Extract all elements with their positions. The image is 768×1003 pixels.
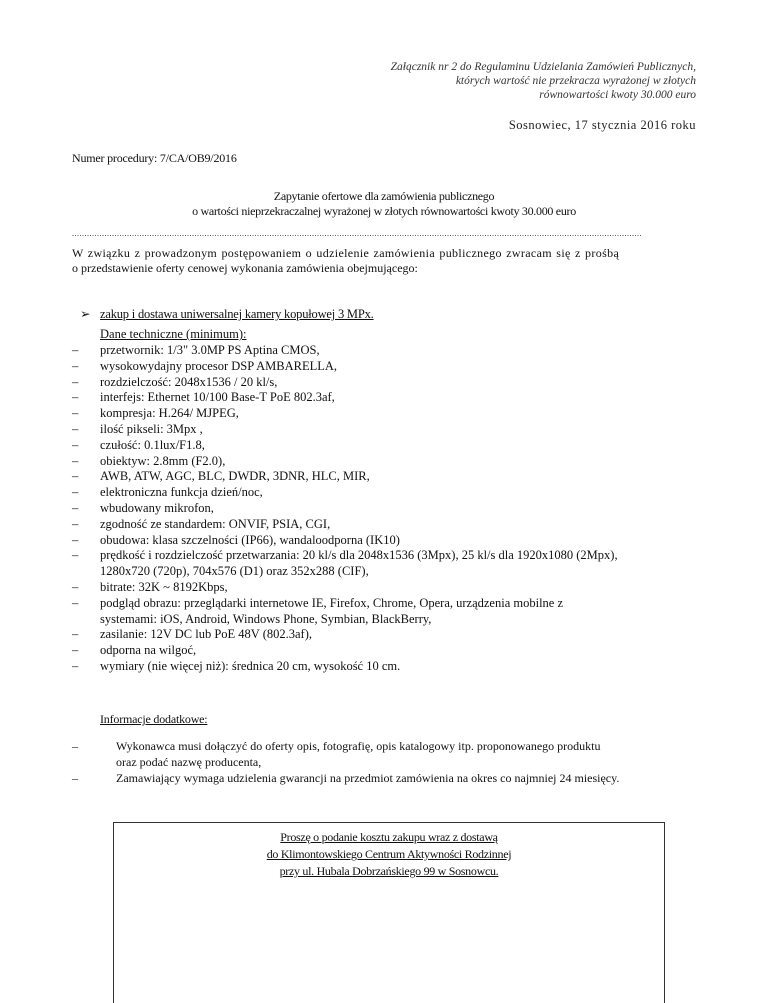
tech-spec-item — [72, 580, 712, 596]
dash-bullet-icon: – — [72, 500, 79, 515]
dash-bullet-icon: – — [72, 437, 79, 452]
tech-spec-item-text: kompresja: H.264/ MJPEG, — [100, 406, 239, 421]
dotted-separator: .................................................................................................................................................................................................................................... — [72, 230, 642, 238]
tech-spec-item-text: przetwornik: 1/3" 3.0MP PS Aptina CMOS, — [100, 343, 320, 357]
dash-bullet-icon: – — [72, 658, 79, 673]
tech-spec-item-text: zgodność ze standardem: ONVIF, PSIA, CGI, — [100, 516, 331, 531]
order-item-label: zakup i dostawa uniwersalnej kamery kopułowej 3 MPx. — [100, 307, 374, 321]
dash-bullet-icon: – — [72, 739, 78, 753]
tech-spec-item-text: wymiary (nie więcej niż): średnica 20 cm, wysokość 10 cm. — [100, 658, 401, 673]
annex-line-3: równowartości kwoty 30.000 euro — [539, 89, 696, 101]
tech-spec-item — [72, 454, 712, 470]
delivery-request-text — [114, 829, 664, 880]
delivery-line-3: przy ul. Hubala Dobrzańskiego 99 w Sosnowcu. — [279, 864, 499, 878]
dash-bullet-icon: – — [72, 771, 78, 785]
additional-info-list — [72, 738, 732, 786]
tech-spec-item — [72, 485, 712, 501]
annex-note — [276, 60, 696, 102]
title-line-1: Zapytanie ofertowe dla zamówienia publicznego — [273, 189, 495, 203]
dash-bullet-icon: – — [72, 343, 79, 357]
dash-bullet-icon: – — [72, 643, 79, 658]
intro-line-2: o przedstawienie oferty cenowej wykonania zamówienia obejmującego: — [72, 261, 418, 275]
tech-spec-item — [72, 438, 712, 454]
tech-spec-item-text: bitrate: 32K ~ 8192Kbps, — [100, 579, 228, 594]
tech-spec-item — [72, 533, 712, 549]
tech-spec-item-text: elektroniczna funkcja dzień/noc, — [100, 485, 263, 500]
annex-line-2: których wartość nie przekracza wyrażonej w złotych — [455, 75, 696, 87]
tech-spec-item-continuation: systemami: iOS, Android, Windows Phone, Symbian, BlackBerry, — [100, 611, 432, 626]
tech-spec-item — [72, 343, 712, 359]
tech-spec-item-text: AWB, ATW, AGC, BLC, DWDR, 3DNR, HLC, MIR, — [100, 469, 370, 484]
delivery-request-box — [113, 822, 665, 1003]
tech-spec-item — [72, 359, 712, 375]
tech-spec-item-text: czułość: 0.1lux/F1.8, — [100, 437, 205, 452]
tech-spec-item-text: rozdzielczość: 2048x1536 / 20 kl/s, — [100, 374, 278, 389]
dash-bullet-icon: – — [72, 579, 79, 594]
tech-specs-heading: Dane techniczne (minimum): — [100, 327, 247, 341]
delivery-line-2: do Klimontowskiego Centrum Aktywności Rodzinnej — [266, 847, 512, 861]
arrow-bullet-icon: ➢ — [80, 307, 91, 321]
dash-bullet-icon: – — [72, 595, 79, 610]
tech-spec-item-text: obiektyw: 2.8mm (F2.0), — [100, 453, 226, 468]
tech-specs-list — [72, 343, 712, 675]
dash-bullet-icon: – — [72, 390, 79, 405]
tech-spec-item-text: ilość pikseli: 3Mpx , — [100, 421, 203, 436]
dash-bullet-icon: – — [72, 469, 79, 484]
tech-spec-item-text: podgląd obrazu: przeglądarki internetowe IE, Firefox, Chrome, Opera, urządzenia mobilne z — [100, 595, 564, 610]
tech-spec-item — [72, 627, 712, 643]
tech-spec-item — [72, 406, 712, 422]
dash-bullet-icon: – — [72, 627, 79, 642]
title-line-2: o wartości nieprzekraczalnej wyrażonej w złotych równowartości kwoty 30.000 euro — [192, 204, 576, 218]
dash-bullet-icon: – — [72, 516, 79, 531]
dash-bullet-icon: – — [72, 358, 79, 373]
delivery-line-1: Proszę o podanie kosztu zakupu wraz z dostawą — [280, 830, 498, 844]
tech-spec-item — [72, 390, 712, 406]
tech-spec-item-text: zasilanie: 12V DC lub PoE 48V (802.3af), — [100, 627, 313, 642]
additional-info-item-text: Zamawiający wymaga udzielenia gwarancji na przedmiot zamówienia na okres co najmniej 24 miesięcy. — [116, 771, 620, 785]
tech-spec-item — [72, 422, 712, 438]
additional-info-item — [72, 770, 732, 786]
order-item — [80, 307, 374, 322]
dash-bullet-icon: – — [72, 421, 79, 436]
tech-spec-item-text: odporna na wilgoć, — [100, 643, 197, 658]
tech-spec-item — [72, 517, 712, 533]
tech-spec-item — [72, 596, 712, 628]
tech-spec-item — [72, 501, 712, 517]
tech-spec-item-continuation: 1280x720 (720p), 704x576 (D1) oraz 352x288 (CIF), — [100, 564, 369, 579]
tech-spec-item — [72, 375, 712, 391]
additional-info-item-continuation: oraz podać nazwę producenta, — [116, 755, 262, 769]
tech-spec-item — [72, 659, 712, 675]
additional-info-item-text: Wykonawca musi dołączyć do oferty opis, fotografię, opis katalogowy itp. proponowanego produktu — [116, 739, 601, 753]
dash-bullet-icon: – — [72, 406, 79, 421]
tech-spec-item-text: obudowa: klasa szczelności (IP66), wandaloodporna (IK10) — [100, 532, 400, 547]
tech-spec-item-text: wbudowany mikrofon, — [100, 500, 214, 515]
tech-spec-item — [72, 469, 712, 485]
annex-line-1: Załącznik nr 2 do Regulaminu Udzielania Zamówień Publicznych, — [390, 61, 696, 73]
tech-spec-item-text: interfejs: Ethernet 10/100 Base-T PoE 802.3af, — [100, 390, 335, 405]
additional-info-heading: Informacje dodatkowe: — [100, 712, 208, 726]
document-date: Sosnowiec, 17 stycznia 2016 roku — [508, 118, 696, 132]
dash-bullet-icon: – — [72, 374, 79, 389]
dash-bullet-icon: – — [72, 548, 79, 563]
tech-spec-item-text: prędkość i rozdzielczość przetwarzania: 20 kl/s dla 2048x1536 (3Mpx), 25 kl/s dla 1920x1080 (2Mpx), — [100, 548, 618, 563]
document-title — [72, 189, 696, 219]
dash-bullet-icon: – — [72, 453, 79, 468]
additional-info-item — [72, 738, 732, 770]
tech-spec-item — [72, 643, 712, 659]
intro-line-1: W związku z prowadzonym postępowaniem o udzielenie zamówienia publicznego zwracam się z prośbą — [72, 246, 620, 260]
procedure-number: Numer procedury: 7/CA/OB9/2016 — [72, 151, 237, 165]
tech-spec-item-text: wysokowydajny procesor DSP AMBARELLA, — [100, 358, 338, 373]
intro-paragraph — [72, 246, 692, 276]
dash-bullet-icon: – — [72, 485, 79, 500]
tech-spec-item — [72, 548, 712, 580]
dash-bullet-icon: – — [72, 532, 79, 547]
